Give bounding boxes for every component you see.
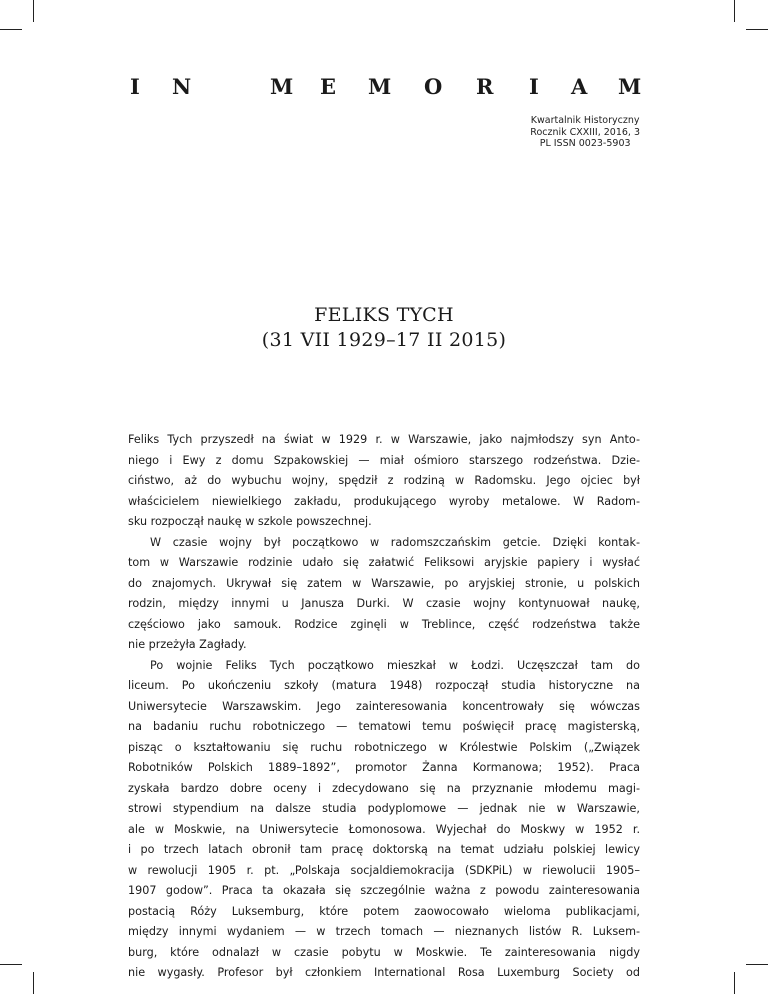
crop-mark-bottom-right-horizontal: [746, 964, 768, 965]
body-line: liceum. Po ukończeniu szkoły (matura 1948) rozpoczął studia historyczne na: [128, 679, 640, 692]
body-line: na badaniu ruchu robotniczego — tematowi temu poświęcił pracę magisterską,: [128, 720, 640, 733]
body-line: burg, które odnalazł w czasie pobytu w Moskwie. Te zainteresowania nigdy: [128, 945, 640, 959]
article-title-block: [128, 303, 640, 353]
body-line: niego i Ewy z domu Szpakowskiej — miał ośmioro starszego rodzeństwa. Dzie-: [128, 453, 640, 467]
body-line: nie wygasły. Profesor był członkiem International Rosa Luxemburg Society od: [128, 966, 640, 979]
journal-volume: Rocznik CXXIII, 2016, 3: [530, 126, 640, 138]
body-line: strowi stypendium na dalsze studia podyplomowe — jednak nie w Warszawie,: [128, 802, 640, 815]
body-line: zyskała bardzo dobre oceny i zdecydowano się na przyznanie młodemu magi-: [128, 781, 640, 795]
crop-mark-bottom-left-horizontal: [0, 964, 22, 965]
body-line: Feliks Tych przyszedł na świat w 1929 r. w Warszawie, jako najmłodszy syn Anto-: [128, 433, 640, 446]
header-letter: E: [320, 74, 337, 99]
body-line: częściowo jako samouk. Rodzice zginęli w Treblince, część rodzeństwa także: [128, 617, 640, 631]
body-line: W czasie wojny był początkowo w radomszczańskim getcie. Dzięki kontak-: [150, 535, 640, 549]
body-line: i po trzech latach obronił tam pracę doktorską na temat udziału polskiej lewicy: [128, 843, 640, 856]
body-line: między innymi wydaniem — w trzech tomach — nieznanych listów R. Luksem-: [128, 925, 640, 938]
crop-mark-top-left-horizontal: [0, 29, 22, 30]
body-line: sku rozpoczął naukę w szkole powszechnej.: [128, 515, 372, 528]
body-line: 1907 godow”. Praca ta okazała się szczególnie ważna z powodu zainteresowania: [128, 884, 640, 897]
article-dates: (31 VII 1929–17 II 2015): [261, 329, 507, 351]
body-line: Robotników Polskich 1889–1892”, promotor Żanna Kormanowa; 1952). Praca: [128, 761, 640, 774]
crop-mark-top-left-vertical: [33, 0, 34, 22]
header-letter: N: [172, 74, 192, 99]
body-line: ciństwo, aż do wybuchu wojny, spędził z rodziną w Radomsku. Jego ojciec był: [128, 474, 640, 487]
article-title: FELIKS TYCH: [314, 304, 454, 326]
journal-metadata: [530, 115, 640, 150]
crop-mark-bottom-right-vertical: [734, 972, 735, 994]
header-letter: M: [270, 74, 294, 99]
header-letter: M: [368, 74, 392, 99]
body-line: nie przeżyła Zagłady.: [128, 638, 247, 651]
body-line: tom w Warszawie rodzinie udało się załatwić Feliksowi aryjskie papiery i wysłać: [128, 556, 640, 569]
crop-mark-top-right-horizontal: [746, 29, 768, 30]
header-letter: A: [571, 74, 588, 99]
header-letter: I: [130, 74, 140, 99]
header-letter: M: [618, 74, 642, 99]
journal-name: Kwartalnik Historyczny: [530, 115, 640, 126]
body-line: Uniwersytecie Warszawskim. Jego zainteresowania koncentrowały się wówczas: [128, 699, 640, 713]
body-line: ale w Moskwie, na Uniwersytecie Łomonosowa. Wyjechał do Moskwy w 1952 r.: [128, 822, 640, 836]
body-line: do znajomych. Ukrywał się zatem w Warszawie, po aryjskiej stronie, u polskich: [128, 576, 640, 590]
body-line: w rewolucji 1905 r. pt. „Polskaja socjaldiemokracija (SDKPiL) w riewolucii 1905–: [128, 863, 640, 877]
body-line: pisząc o kształtowaniu się ruchu robotniczego w Królestwie Polskim („Związek: [128, 740, 640, 754]
article-body: [128, 430, 640, 984]
section-header-in-memoriam: [128, 72, 640, 102]
body-line: Po wojnie Feliks Tych początkowo mieszkał w Łodzi. Uczęszczał tam do: [150, 658, 640, 672]
header-letter: I: [529, 74, 539, 99]
crop-mark-bottom-left-vertical: [33, 972, 34, 994]
header-letter: O: [424, 74, 443, 99]
body-line: postacią Róży Luksemburg, które potem zaowocowało wieloma publikacjami,: [128, 904, 640, 918]
body-line: rodzin, między innymi u Janusza Durki. W czasie wojny kontynuował naukę,: [128, 597, 640, 610]
body-line: właścicielem niewielkiego zakładu, produkującego wyroby metalowe. W Radom-: [128, 494, 640, 508]
journal-issn: PL ISSN 0023-5903: [539, 138, 631, 149]
header-letter: R: [476, 74, 494, 99]
crop-mark-top-right-vertical: [734, 0, 735, 22]
